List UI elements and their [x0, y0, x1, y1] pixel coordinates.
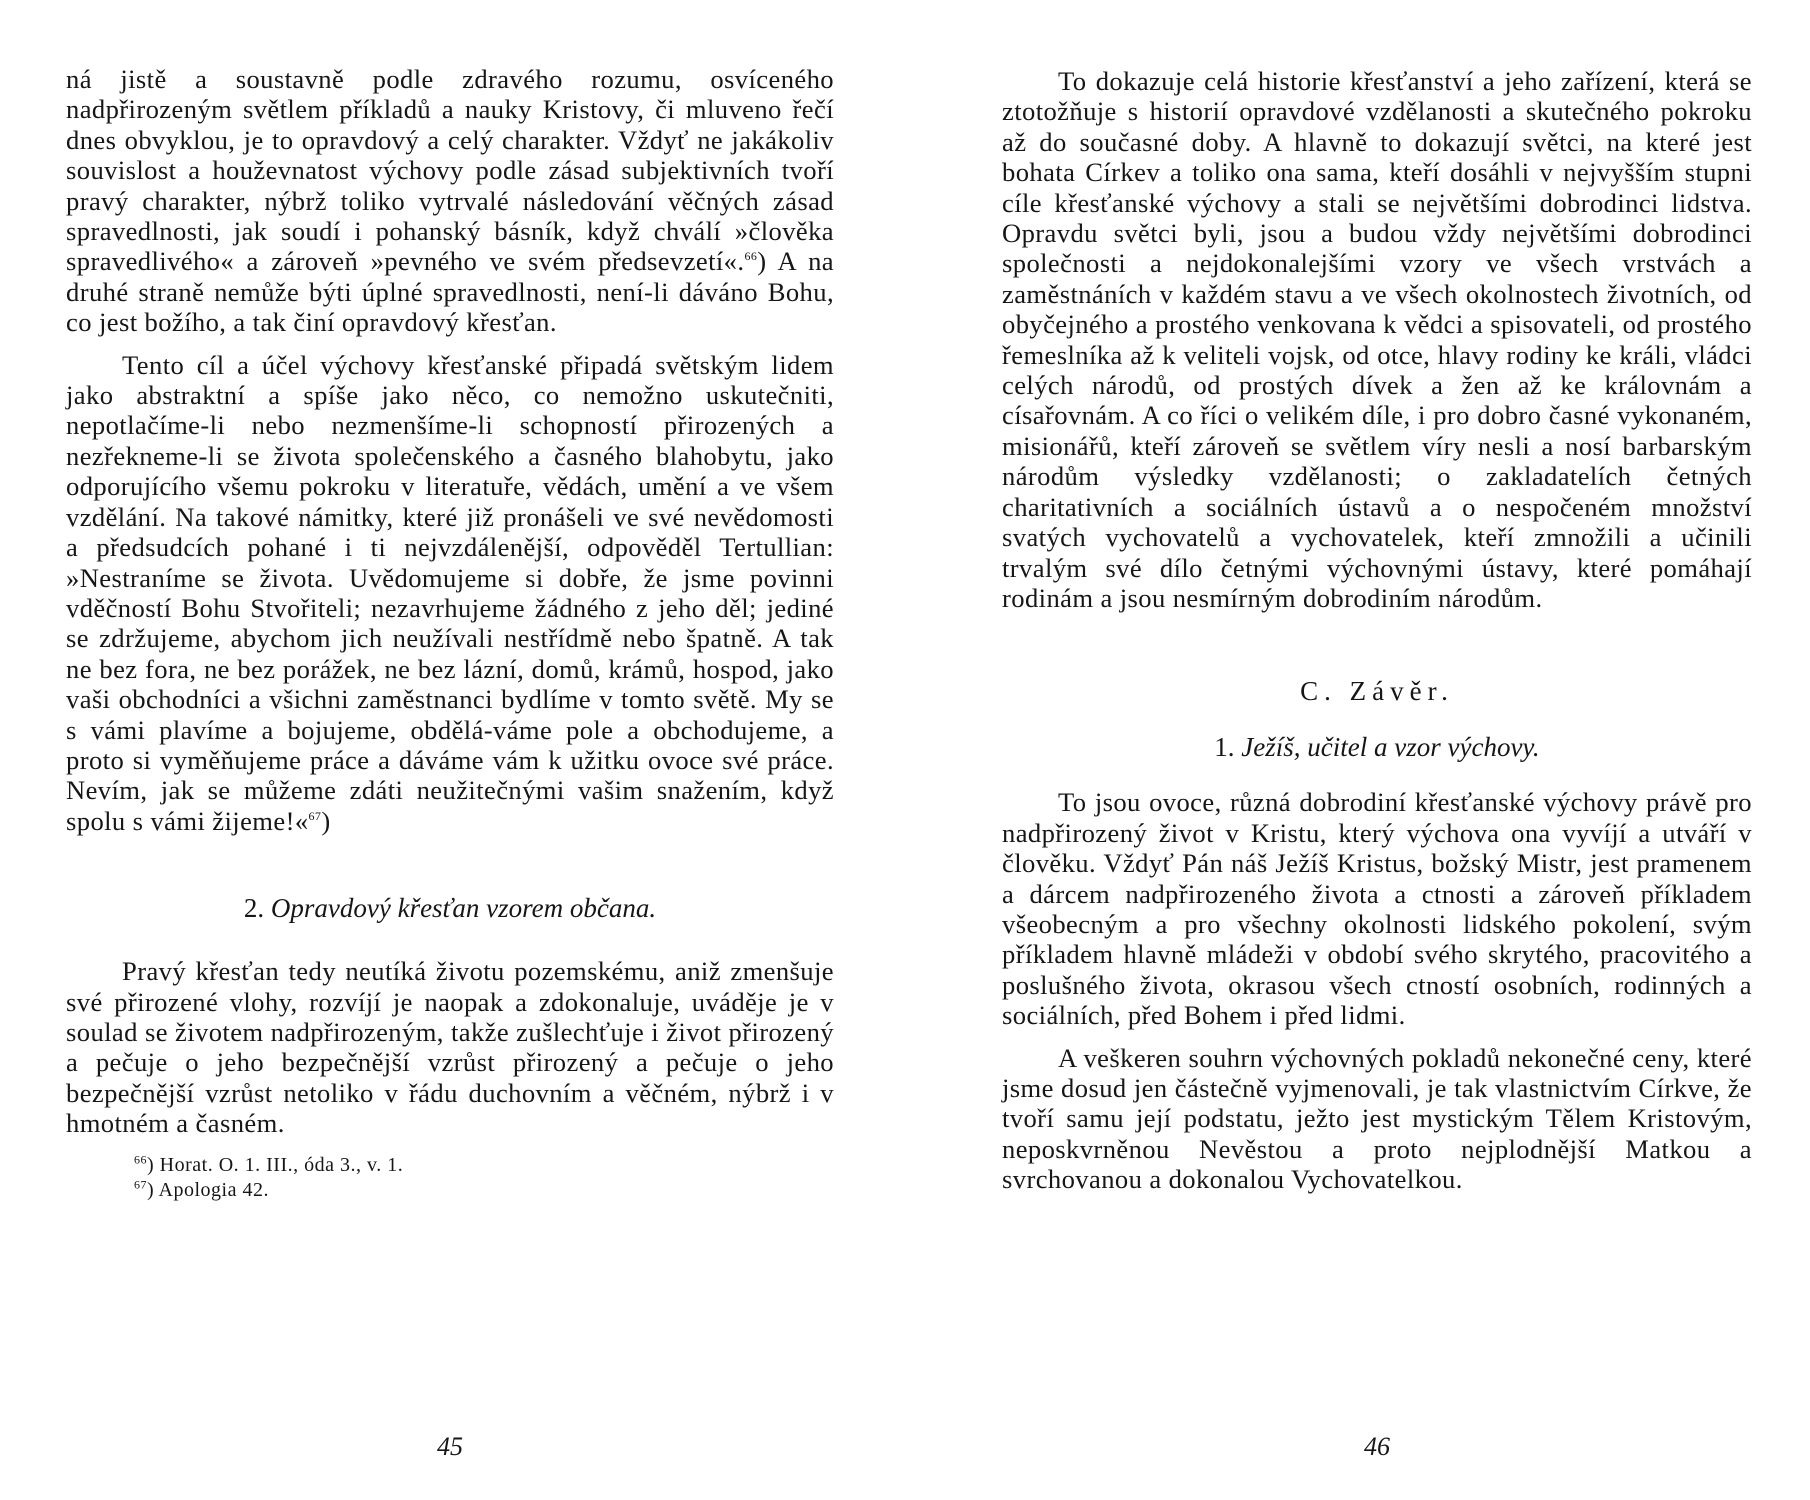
- footnote-ref-66: 66: [744, 249, 758, 264]
- section-heading-title: Opravdový křesťan vzorem občana.: [270, 893, 657, 924]
- footnote-mark: 67: [134, 1176, 147, 1191]
- left-paragraph-2: [66, 350, 834, 837]
- section-heading-2: [66, 892, 834, 924]
- right-page: [1002, 0, 1752, 1500]
- right-page-text: [1002, 66, 1752, 1195]
- left-paragraph-1-text: ná jistě a soustavně podle zdravého rozumu, osvíceného nadpřirozeným světlem příkladů a nauky Kristovy, či mluveno řečí dnes obvyklou, je to opravdový a celý charakter. Vždyť ne jakákoliv souvislost a houževnatost výchovy podle zásad subjektivních tvoří pravý charakter, nýbrž toliko vytrvalé následování věčných zásad spravedlnosti, jak soudí i pohanský básník, když chválí »člověka spravedlivého« a zároveň »pevného ve svém předsevzetí«.: [66, 64, 834, 277]
- footnote-text: ) Horat. O. 1. III., óda 3., v. 1.: [147, 1153, 404, 1176]
- footnotes: [66, 1153, 834, 1203]
- page-number-right: 46: [1364, 1432, 1390, 1461]
- left-paragraph-3: Pravý křesťan tedy neutíká životu pozemskému, aniž zmenšuje své přirozené vlohy, rozvíjí je naopak a zdokonaluje, uváděje je v soulad se životem nadpřirozeným, takže zušlechťuje i život přirozený a pečuje o jeho bezpečnější vzrůst přirozený a pečuje o jeho bezpečnější vzrůst netoliko v řádu duchovním a věčném, nýbrž i v hmotném a časném.: [66, 956, 834, 1139]
- page-number-left: 45: [437, 1432, 463, 1461]
- right-paragraph-3: A veškeren souhrn výchovných pokladů nekonečné ceny, které jsme dosud jen částečně vyjmenovali, je tak vlastnictvím Církve, že tvoří samu její podstatu, ježto jest mystickým Tělem Kristovým, neposkvrněnou Nevěstou a proto nejplodnější Matkou a svrchovanou a dokonalou Vychovatelkou.: [1002, 1042, 1752, 1195]
- footnote-66: [134, 1153, 834, 1178]
- left-paragraph-1: [66, 64, 834, 338]
- left-paragraph-1-tail: ) A na druhé straně nemůže býti úplné spravedlnosti, není-li dáváno Bohu, co jest božího, a tak činí opravdový křesťan.: [66, 246, 834, 338]
- right-paragraph-2: To jsou ovoce, různá dobrodiní křesťanské výchovy právě pro nadpřirozený život v Kristu, který výchova ona vyvíjí a utváří v člověku. Vždyť Pán náš Ježíš Kristus, božský Mistr, jest pramenem a dárcem nadpřirozeného života a ctnosti a zároveň příkladem všeobecným a pro všechny okolnosti lidského pokolení, svým příkladem hlavně mládeži v období svého skrytého, pracovitého a poslušného života, okrasou všech ctností osobních, rodinných a sociálních, před Bohem i před lidmi.: [1002, 787, 1752, 1031]
- left-paragraph-2-text: Tento cíl a účel výchovy křesťanské připadá světským lidem jako abstraktní a spíše jako něco, co nemožno uskutečniti, nepotlačíme-li nebo nezmenšíme-li schopností přirozených a nezřekneme-li se života společenského a časného blahobytu, jako odporujícího všemu pokroku v literatuře, vědách, umění a ve všem vzdělání. Na takové námitky, které již pronášeli ve své nevědomosti a předsudcích pohané i ti nejvzdálenější, odpověděl Tertullian: »Nestraníme se života. Uvědomujeme si dobře, že jsme povinni vděčností Bohu Stvořiteli; nezavrhujeme žádného z jeho děl; jediné se zdržujeme, abychom jich neužívali nestřídmě nebo špatně. A tak ne bez fora, ne bez porážek, ne bez lázní, domů, krámů, hospod, jako vaši obchodníci a všichni zaměstnanci bydlíme v tomto světě. My se s vámi plavíme a bojujeme, obdělá-váme pole a obchodujeme, a proto si vyměňujeme práce a dáváme vám k užitku ovoce své práce. Nevím, jak se můžeme zdáti neužitečnými vašim snažením, když spolu s vámi žijeme!«: [66, 349, 834, 836]
- subsection-heading-number: 1.: [1214, 732, 1235, 763]
- subsection-heading-title: Ježíš, učitel a vzor výchovy.: [1241, 732, 1540, 763]
- section-heading-c: C. Závěr.: [1300, 676, 1454, 707]
- left-paragraph-2-tail: ): [321, 805, 331, 836]
- footnote-mark: 66: [134, 1151, 147, 1166]
- footnote-ref-67: 67: [308, 808, 322, 823]
- footnote-text: ) Apologia 42.: [147, 1178, 269, 1201]
- left-page: [66, 0, 834, 1500]
- footnote-67: [134, 1178, 834, 1203]
- right-paragraph-1: To dokazuje celá historie křesťanství a jeho zařízení, která se ztotožňuje s historií opravdové vzdělanosti a skutečného pokroku až do současné doby. A hlavně to dokazují světci, na které jest bohata Církev a toliko ona sama, kteří dosáhli v nejvyšším stupni cíle křesťanské výchovy a stali se největšími dobrodinci lidstva. Opravdu světci byli, jsou a budou vždy největšími dobrodinci společnosti a nejdokonalejšími vzory ve všech vrstvách a zaměstnáních v každém stavu a ve všech okolnostech životních, od obyčejného a prostého venkovana k vědci a spisovateli, od prostého řemeslníka až k veliteli vojsk, od otce, hlavy rodiny ke králi, vládci celých národů, od prostých dívek a žen až ke královnám a císařovnám. A co říci o velikém díle, i pro dobro časné vykonaném, misionářů, kteří zároveň se světlem víry nesli a nosí barbarským národům výsledky vzdělanosti; o zakladatelích četných charitativních a sociálních ústavů a o nespočeném množství svatých vychovatelů a vychovatelek, kteří zmnožili a učinili trvalým své dílo četnými výchovnými ústavy, které pomáhají rodinám a jsou nesmírným dobrodiním národům.: [1002, 66, 1752, 613]
- left-page-text: [66, 64, 834, 1203]
- subsection-heading-1: [1002, 731, 1752, 763]
- section-heading-number: 2.: [243, 893, 265, 924]
